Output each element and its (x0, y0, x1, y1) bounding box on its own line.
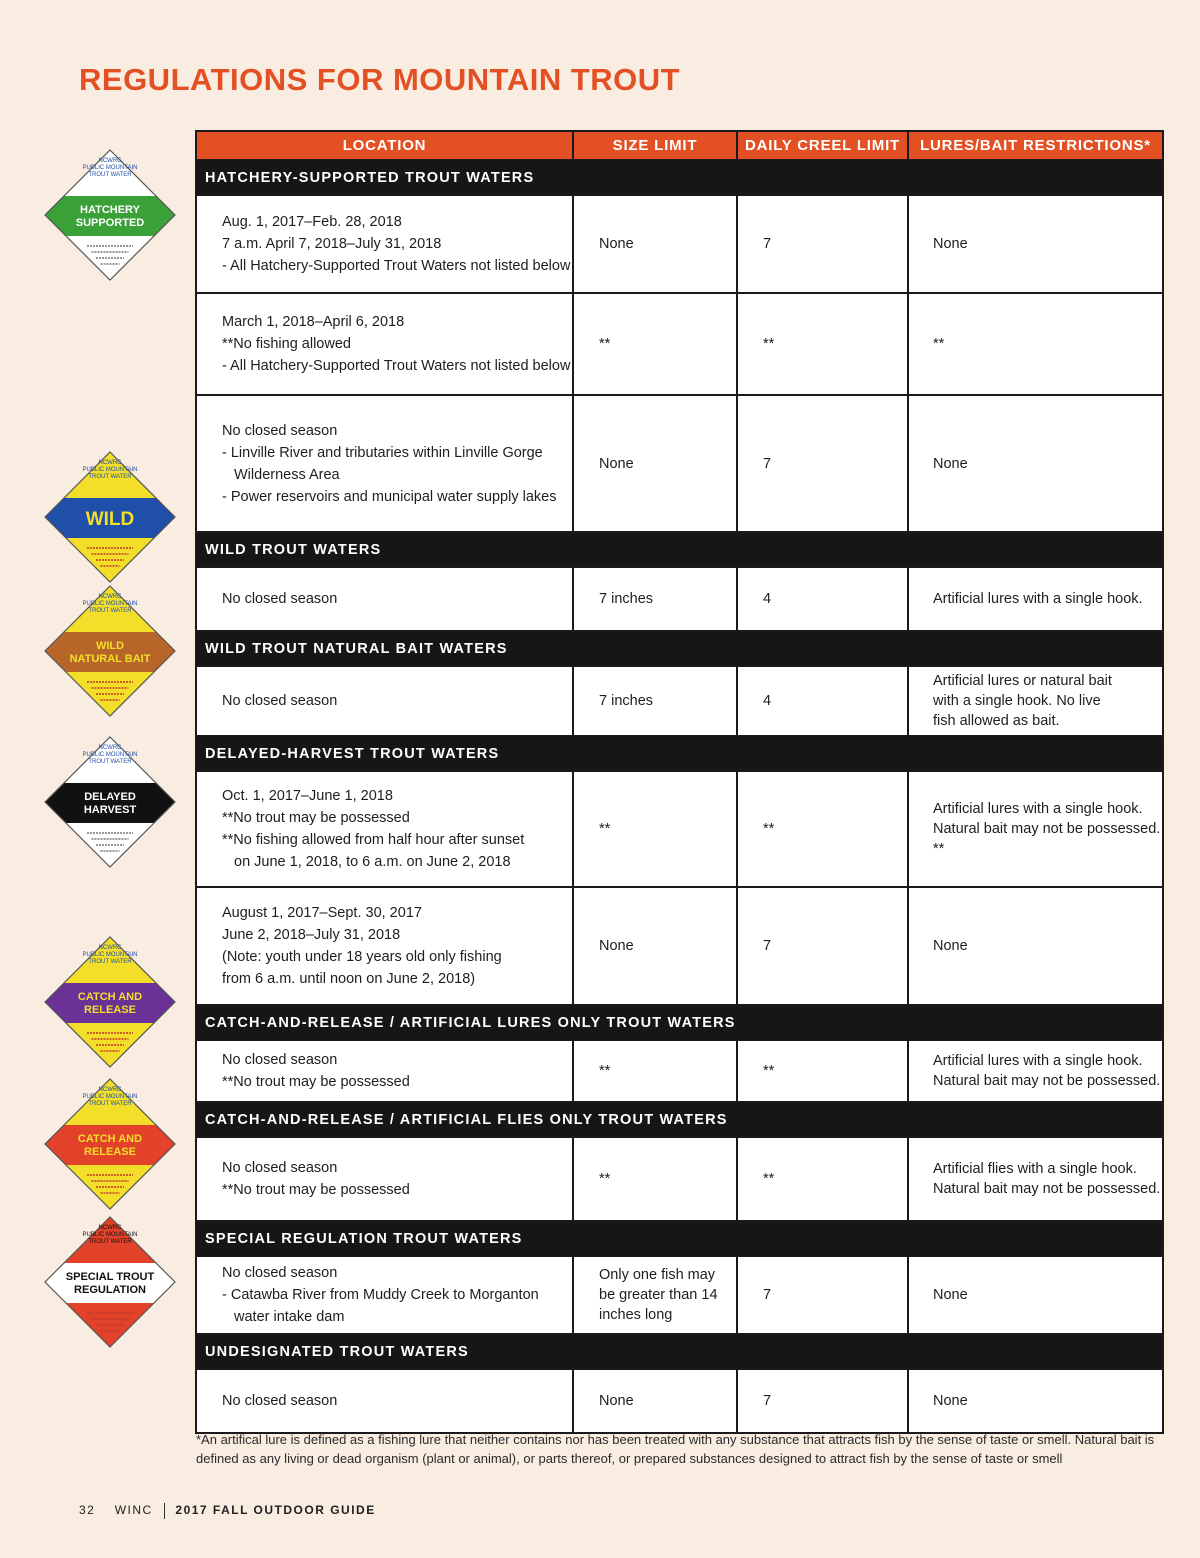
location-line: - All Hatchery-Supported Trout Waters not listed below (222, 258, 571, 274)
table-body (196, 160, 1163, 1433)
guide-title: 2017 FALL OUTDOOR GUIDE (175, 1503, 376, 1518)
location-line: on June 1, 2018, to 6 a.m. on June 2, 2018 (234, 854, 511, 870)
location-line: - Catawba River from Muddy Creek to Morganton (222, 1287, 539, 1303)
size-limit-cell: Only one fish may be greater than 14 inches long (573, 1256, 737, 1334)
lures-line: None (933, 1287, 968, 1303)
location-line: No closed season (222, 1265, 338, 1281)
footnote: *An artifical lure is defined as a fishing lure that neither contains nor has been treated with any substance that attracts fish by the sense of taste or smell. Natural bait is defined as any living or dead organism (plant or animal), or parts thereof, or prepared substances designed to attract fish by the sense of taste or smell (196, 1432, 1155, 1466)
table-row (196, 666, 1163, 736)
sign-header-text: PUBLIC MOUNTAIN (82, 1094, 138, 1100)
lures-line: fish allowed as bait. (933, 713, 1060, 729)
lures-line: Artificial flies with a single hook. (933, 1161, 1137, 1177)
sign-label: WILD (95, 640, 125, 652)
location-cell (196, 1137, 573, 1221)
section-header-row (196, 736, 1163, 771)
section-header-row (196, 631, 1163, 666)
lures-line: with a single hook. No live (933, 693, 1101, 709)
location-line: June 2, 2018–July 31, 2018 (222, 927, 401, 943)
creel-limit-cell: 7 (737, 1369, 908, 1433)
sign-header-text: NCWRC (98, 745, 122, 751)
sign-hatchery (43, 148, 177, 282)
location-line: from 6 a.m. until noon on June 2, 2018) (222, 971, 476, 987)
sign-label: CATCH AND (77, 1133, 143, 1145)
section-header-row (196, 1334, 1163, 1369)
table-row (196, 293, 1163, 395)
location-line: August 1, 2017–Sept. 30, 2017 (222, 905, 422, 921)
table-row (196, 1137, 1163, 1221)
lures-line: Natural bait may not be possessed. (933, 821, 1161, 837)
sign-label: SPECIAL TROUT (65, 1271, 155, 1283)
lures-line: Natural bait may not be possessed. (933, 1181, 1161, 1197)
creel-limit-cell: 7 (737, 1256, 908, 1334)
lures-bait-cell (908, 1256, 1163, 1334)
section-header-row (196, 532, 1163, 567)
creel-limit-cell: 7 (737, 887, 908, 1005)
section-title: DELAYED-HARVEST TROUT WATERS (196, 736, 1163, 771)
lures-bait-cell (908, 195, 1163, 293)
table-row (196, 1256, 1163, 1334)
section-header-row (196, 1102, 1163, 1137)
sign-label: HATCHERY (80, 204, 140, 216)
size-limit-cell: ** (573, 1040, 737, 1102)
table-row (196, 1040, 1163, 1102)
sign-header-text: PUBLIC MOUNTAIN (82, 752, 138, 758)
lures-bait-cell (908, 293, 1163, 395)
table-row (196, 771, 1163, 887)
lures-line: Artificial lures with a single hook. (933, 591, 1143, 607)
location-line: No closed season (222, 422, 338, 439)
section-title: WILD TROUT WATERS (196, 532, 1163, 567)
size-limit-cell: None (573, 887, 737, 1005)
sign-label: WILD (85, 509, 135, 530)
sign-header-text: NCWRC (98, 1087, 122, 1093)
size-limit-cell: ** (573, 1137, 737, 1221)
lures-bait-cell (908, 567, 1163, 631)
header-location: LOCATION (196, 131, 573, 160)
location-cell (196, 1369, 573, 1433)
lures-line: Natural bait may not be possessed. (933, 1073, 1161, 1089)
sign-header-text: TROUT WATER (88, 608, 132, 614)
header-daily-creel-limit: DAILY CREEL LIMIT (737, 131, 908, 160)
location-cell (196, 1040, 573, 1102)
location-cell (196, 666, 573, 736)
sign-header-text: NCWRC (98, 460, 122, 466)
section-header-row (196, 1005, 1163, 1040)
creel-limit-cell: 4 (737, 567, 908, 631)
location-line: **No trout may be possessed (222, 810, 410, 826)
section-header-row (196, 160, 1163, 195)
sign-label: RELEASE (84, 1004, 136, 1016)
location-cell (196, 771, 573, 887)
lures-bait-cell (908, 1137, 1163, 1221)
sign-header-text: TROUT WATER (88, 759, 132, 765)
sign-wild (43, 450, 177, 584)
lures-line: Artificial lures or natural bait (933, 673, 1112, 689)
sign-header-text: TROUT WATER (88, 959, 132, 965)
lures-bait-cell (908, 887, 1163, 1005)
sign-label: REGULATION (74, 1284, 146, 1296)
location-line: - Power reservoirs and municipal water supply lakes (222, 488, 557, 505)
location-line: water intake dam (234, 1309, 345, 1325)
size-limit-cell: 7 inches (573, 666, 737, 736)
lures-bait-cell (908, 666, 1163, 736)
location-line: Oct. 1, 2017–June 1, 2018 (222, 788, 393, 804)
sign-header-text: NCWRC (98, 945, 122, 951)
section-title: SPECIAL REGULATION TROUT WATERS (196, 1221, 1163, 1256)
creel-limit-cell: ** (737, 293, 908, 395)
header-lures-bait-restrictions: LURES/BAIT RESTRICTIONS* (908, 131, 1163, 160)
page-footer (79, 1503, 376, 1519)
sign-label: RELEASE (84, 1146, 136, 1158)
sign-label: DELAYED (84, 791, 136, 803)
size-limit-cell: None (573, 395, 737, 532)
location-line: March 1, 2018–April 6, 2018 (222, 314, 405, 330)
lures-line: None (933, 236, 968, 252)
table-header-row (196, 131, 1163, 160)
location-line: Aug. 1, 2017–Feb. 28, 2018 (222, 214, 402, 230)
sign-catch-release-flies (43, 1077, 177, 1211)
location-cell (196, 395, 573, 532)
sign-header-text: PUBLIC MOUNTAIN (82, 165, 138, 171)
lures-line: None (933, 1393, 968, 1409)
section-title: UNDESIGNATED TROUT WATERS (196, 1334, 1163, 1369)
location-line: **No fishing allowed (222, 336, 351, 352)
lures-bait-cell (908, 1369, 1163, 1433)
section-title: HATCHERY-SUPPORTED TROUT WATERS (196, 160, 1163, 195)
creel-limit-cell: ** (737, 1040, 908, 1102)
location-cell (196, 195, 573, 293)
section-title: WILD TROUT NATURAL BAIT WATERS (196, 631, 1163, 666)
size-limit-cell: 7 inches (573, 567, 737, 631)
sign-header-text: PUBLIC MOUNTAIN (82, 1232, 138, 1238)
sign-header-text: PUBLIC MOUNTAIN (82, 467, 138, 473)
sign-header-text: TROUT WATER (88, 474, 132, 480)
lures-line: ** (933, 841, 945, 857)
location-cell (196, 293, 573, 395)
page-number: 32 (79, 1503, 96, 1518)
section-title: CATCH-AND-RELEASE / ARTIFICIAL LURES ONLY TROUT WATERS (196, 1005, 1163, 1040)
footer-divider (164, 1503, 165, 1519)
location-line: No closed season (222, 693, 338, 709)
location-line: - Linville River and tributaries within Linville Gorge (222, 444, 543, 461)
sign-catch-release-lures (43, 935, 177, 1069)
location-line: No closed season (222, 1052, 338, 1068)
lures-bait-cell (908, 771, 1163, 887)
lures-bait-cell (908, 1040, 1163, 1102)
table-row (196, 395, 1163, 532)
sign-label: CATCH AND (77, 991, 143, 1003)
table-row (196, 195, 1163, 293)
sign-label: HARVEST (83, 804, 137, 816)
location-line: Wilderness Area (234, 466, 340, 483)
brand-name: WINC (114, 1503, 153, 1518)
location-line: 7 a.m. April 7, 2018–July 31, 2018 (222, 236, 442, 252)
sign-header-text: NCWRC (98, 158, 122, 164)
sign-special-regulation (43, 1215, 177, 1349)
size-limit-cell: None (573, 1369, 737, 1433)
sign-header-text: PUBLIC MOUNTAIN (82, 952, 138, 958)
table-row (196, 1369, 1163, 1433)
sign-delayed-harvest (43, 735, 177, 869)
header-size-limit: SIZE LIMIT (573, 131, 737, 160)
location-line: **No trout may be possessed (222, 1074, 410, 1090)
sign-header-text: TROUT WATER (88, 172, 132, 178)
regulations-table (195, 130, 1164, 1434)
size-limit-cell: ** (573, 293, 737, 395)
creel-limit-cell: ** (737, 1137, 908, 1221)
location-line: No closed season (222, 1393, 338, 1409)
sign-header-text: TROUT WATER (88, 1101, 132, 1107)
sign-header-text: NCWRC (98, 1225, 122, 1231)
sign-header-text: TROUT WATER (88, 1239, 132, 1245)
creel-limit-cell: 7 (737, 395, 908, 532)
location-line: - All Hatchery-Supported Trout Waters not listed below (222, 358, 571, 374)
table-row (196, 567, 1163, 631)
location-cell (196, 567, 573, 631)
lures-line: None (933, 938, 968, 954)
lures-line: ** (933, 336, 945, 352)
sign-label: SUPPORTED (75, 217, 145, 229)
size-limit-cell: ** (573, 771, 737, 887)
creel-limit-cell: 7 (737, 195, 908, 293)
lures-line: Artificial lures with a single hook. (933, 1053, 1143, 1069)
sign-header-text: NCWRC (98, 594, 122, 600)
lures-bait-cell (908, 395, 1163, 532)
section-header-row (196, 1221, 1163, 1256)
section-title: CATCH-AND-RELEASE / ARTIFICIAL FLIES ONLY TROUT WATERS (196, 1102, 1163, 1137)
sign-wild-natural-bait (43, 584, 177, 718)
location-line: **No fishing allowed from half hour after sunset (222, 832, 525, 848)
lures-line: None (933, 455, 968, 472)
location-line: No closed season (222, 1160, 338, 1176)
size-limit-cell: None (573, 195, 737, 293)
page-title: REGULATIONS FOR MOUNTAIN TROUT (79, 62, 681, 97)
location-line: (Note: youth under 18 years old only fishing (222, 949, 502, 965)
location-cell (196, 887, 573, 1005)
sign-label: NATURAL BAIT (69, 653, 151, 665)
sign-header-text: PUBLIC MOUNTAIN (82, 601, 138, 607)
creel-limit-cell: ** (737, 771, 908, 887)
location-line: **No trout may be possessed (222, 1182, 410, 1198)
location-cell (196, 1256, 573, 1334)
table-row (196, 887, 1163, 1005)
lures-line: Artificial lures with a single hook. (933, 801, 1143, 817)
creel-limit-cell: 4 (737, 666, 908, 736)
location-line: No closed season (222, 591, 338, 607)
